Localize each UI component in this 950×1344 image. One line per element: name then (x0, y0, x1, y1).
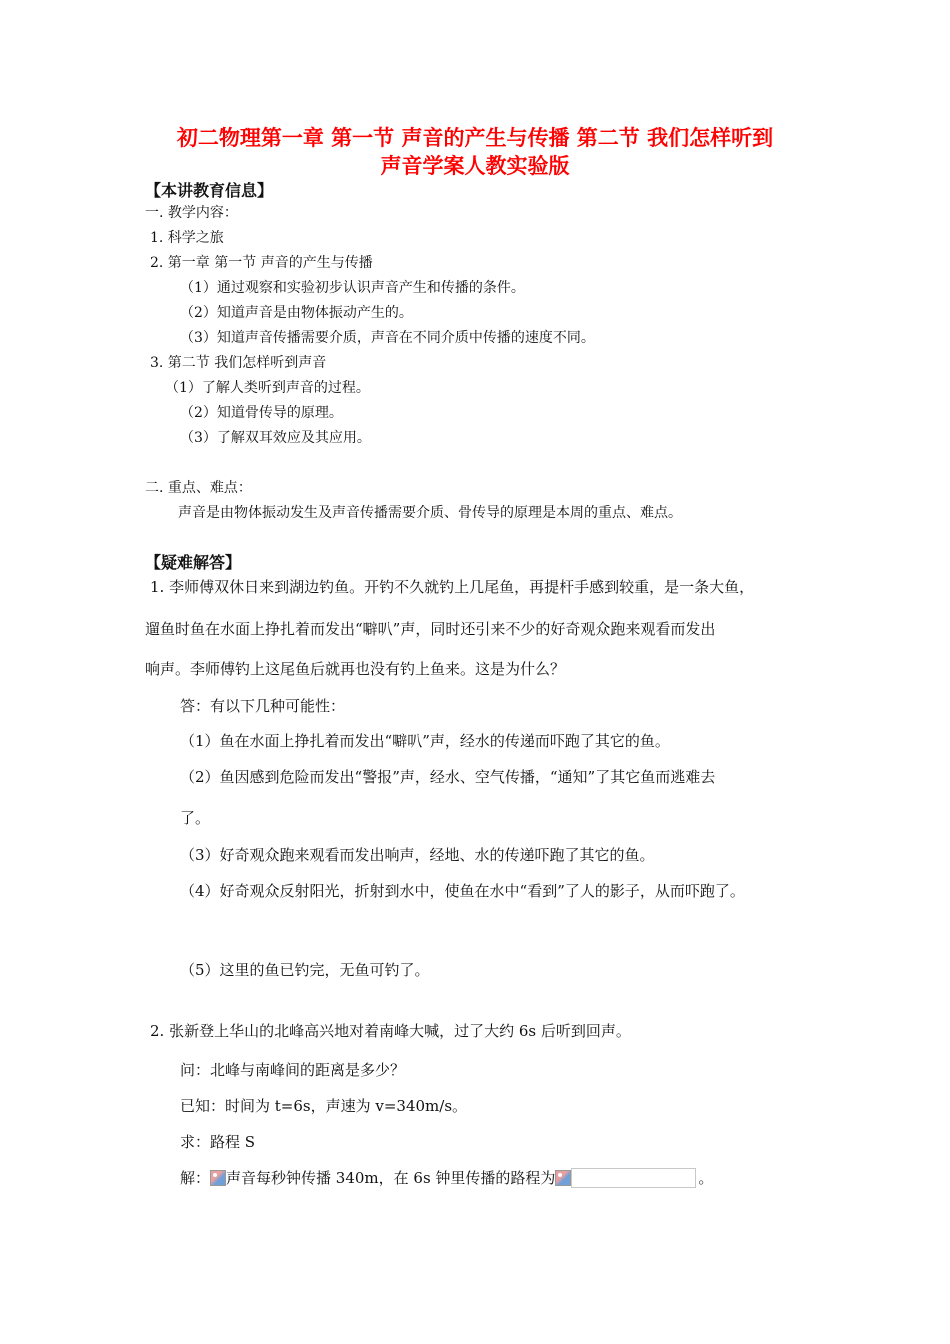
document-title-line-2: 声音学案人教实验版 (380, 154, 570, 178)
content-item-2: 2. 第一章 第一节 声音的产生与传播 (150, 255, 373, 271)
question-2-find: 求：路程 S (180, 1133, 256, 1151)
question-2-solution (180, 1168, 713, 1188)
part2-label: 二. 重点、难点： (145, 480, 252, 496)
answer-1-point-2-line-2: 了。 (180, 809, 211, 827)
formula-image-placeholder (571, 1168, 696, 1188)
answer-1-point-1: （1）鱼在水面上挣扎着而发出“噼叭”声，经水的传递而吓跑了其它的鱼。 (180, 732, 670, 750)
content-item-2-sub-3: （3）知道声音传播需要介质，声音在不同介质中传播的速度不同。 (180, 330, 595, 346)
part1-label: 一. 教学内容： (145, 205, 238, 221)
content-item-2-sub-2: （2）知道声音是由物体振动产生的。 (180, 305, 413, 321)
content-item-1: 1. 科学之旅 (150, 230, 224, 246)
content-item-3-sub-1: （1）了解人类听到声音的过程。 (165, 380, 370, 396)
question-1-line-3: 响声。李师傅钓上这尾鱼后就再也没有钓上鱼来。这是为什么？ (145, 660, 566, 678)
question-1-line-1: 1. 李师傅双休日来到湖边钓鱼。开钓不久就钓上几尾鱼，再提杆手感到较重，是一条大鱼， (150, 578, 755, 596)
content-item-2-sub-1: （1）通过观察和实验初步认识声音产生和传播的条件。 (180, 280, 525, 296)
content-item-3-sub-3: （3）了解双耳效应及其应用。 (180, 430, 371, 446)
solution-end: 。 (698, 1169, 714, 1187)
answer-1-point-3: （3）好奇观众跑来观看而发出响声，经地、水的传递吓跑了其它的鱼。 (180, 846, 655, 864)
broken-image-icon (210, 1170, 226, 1186)
section-heading-qa: 【疑难解答】 (145, 553, 242, 572)
solution-label: 解： (180, 1169, 211, 1187)
answer-1-point-4: （4）好奇观众反射阳光，折射到水中，使鱼在水中“看到”了人的影子，从而吓跑了。 (180, 882, 745, 900)
broken-image-icon (555, 1170, 571, 1186)
question-2-ask: 问：北峰与南峰间的距离是多少？ (180, 1061, 406, 1079)
content-item-3-sub-2: （2）知道骨传导的原理。 (180, 405, 343, 421)
content-item-3: 3. 第二节 我们怎样听到声音 (150, 355, 327, 371)
answer-1-point-2-line-1: （2）鱼因感到危险而发出“警报”声，经水、空气传播，“通知”了其它鱼而逃难去 (180, 768, 716, 786)
section-heading-education-info: 【本讲教育信息】 (145, 181, 274, 200)
answer-1-intro: 答：有以下几种可能性： (180, 697, 346, 715)
question-1-line-2: 遛鱼时鱼在水面上挣扎着而发出“噼叭”声，同时还引来不少的好奇观众跑来观看而发出 (145, 620, 716, 638)
question-2-known: 已知：时间为 t=6s，声速为 v=340m/s。 (180, 1097, 468, 1115)
solution-text: 声音每秒钟传播 340m，在 6s 钟里传播的路程为 (226, 1169, 556, 1187)
document-title-line-1: 初二物理第一章 第一节 声音的产生与传播 第二节 我们怎样听到 (176, 126, 774, 150)
question-2-line: 2. 张新登上华山的北峰高兴地对着南峰大喊，过了大约 6s 后听到回声。 (150, 1022, 631, 1040)
part2-text: 声音是由物体振动发生及声音传播需要介质、骨传导的原理是本周的重点、难点。 (178, 505, 682, 521)
answer-1-point-5: （5）这里的鱼已钓完，无鱼可钓了。 (180, 961, 430, 979)
